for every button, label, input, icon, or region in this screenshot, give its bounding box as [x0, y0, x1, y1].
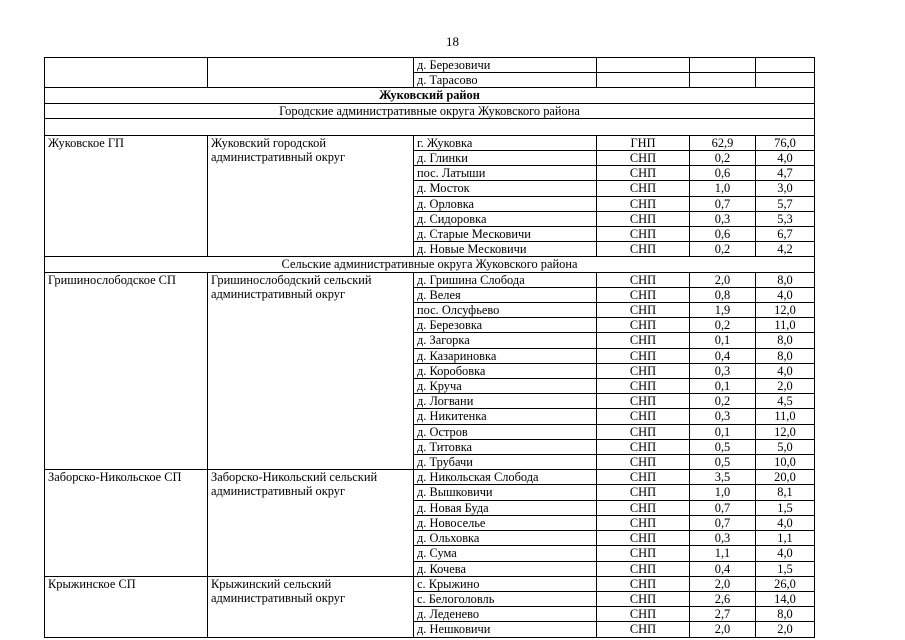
- settlement-name: д. Новые Месковичи: [414, 242, 597, 257]
- value-1: 3,5: [690, 470, 756, 485]
- settlement-name: д. Титовка: [414, 439, 597, 454]
- value-2: 4,0: [756, 363, 815, 378]
- settlement-name: д. Никитенка: [414, 409, 597, 424]
- value-1: 0,3: [690, 211, 756, 226]
- value-1: 0,7: [690, 515, 756, 530]
- settlement-type: СНП: [597, 181, 690, 196]
- value-2: 8,0: [756, 348, 815, 363]
- settlement-name: д. Орловка: [414, 196, 597, 211]
- settlement-name: д. Гришина Слобода: [414, 272, 597, 287]
- settlement-name: д. Круча: [414, 379, 597, 394]
- settlement-type: СНП: [597, 166, 690, 181]
- settlement-name: д. Березовичи: [414, 58, 597, 73]
- settlement-type: СНП: [597, 591, 690, 606]
- value-1: 2,0: [690, 272, 756, 287]
- value-1: 2,7: [690, 607, 756, 622]
- table-row: [45, 470, 815, 485]
- settlement-name: д. Тарасово: [414, 73, 597, 88]
- urban-section-title-row: [45, 103, 815, 118]
- settlement-type: СНП: [597, 227, 690, 242]
- settlement-type: СНП: [597, 287, 690, 302]
- value-2: 11,0: [756, 409, 815, 424]
- municipality-cell: Жуковское ГП: [45, 135, 208, 257]
- settlement-name: пос. Олсуфьево: [414, 303, 597, 318]
- value-1: 0,8: [690, 287, 756, 302]
- value-2: 26,0: [756, 576, 815, 591]
- settlement-name: пос. Латыши: [414, 166, 597, 181]
- value-2: 11,0: [756, 318, 815, 333]
- district-cell: [208, 58, 414, 88]
- settlement-name: д. Мосток: [414, 181, 597, 196]
- value-2: 4,7: [756, 166, 815, 181]
- settlement-type: СНП: [597, 424, 690, 439]
- settlement-name: д. Велея: [414, 287, 597, 302]
- value-1: 0,4: [690, 561, 756, 576]
- value-2: 12,0: [756, 303, 815, 318]
- settlements-table: [44, 57, 815, 638]
- value-2: 8,1: [756, 485, 815, 500]
- settlement-type: СНП: [597, 455, 690, 470]
- value-1: 0,2: [690, 151, 756, 166]
- settlement-type: СНП: [597, 394, 690, 409]
- value-1: 0,2: [690, 318, 756, 333]
- table-row: [45, 135, 815, 150]
- settlement-type: СНП: [597, 470, 690, 485]
- district-title-row: [45, 88, 815, 103]
- settlement-name: д. Логвани: [414, 394, 597, 409]
- settlement-name: д. Коробовка: [414, 363, 597, 378]
- settlement-type: СНП: [597, 242, 690, 257]
- settlement-type: СНП: [597, 333, 690, 348]
- settlement-name: д. Казариновка: [414, 348, 597, 363]
- value-2: 20,0: [756, 470, 815, 485]
- value-2: 3,0: [756, 181, 815, 196]
- settlement-type: СНП: [597, 211, 690, 226]
- value-2: 8,0: [756, 272, 815, 287]
- value-2: 76,0: [756, 135, 815, 150]
- table-row: [45, 58, 815, 73]
- value-1: 2,0: [690, 622, 756, 637]
- value-2: 14,0: [756, 591, 815, 606]
- value-1: 0,5: [690, 455, 756, 470]
- value-2: 4,5: [756, 394, 815, 409]
- settlement-type: СНП: [597, 363, 690, 378]
- settlement-name: д. Новая Буда: [414, 500, 597, 515]
- value-1: 0,5: [690, 439, 756, 454]
- settlement-name: д. Сидоровка: [414, 211, 597, 226]
- settlement-name: д. Старые Месковичи: [414, 227, 597, 242]
- urban-section-title: Городские административные округа Жуковского района: [45, 103, 815, 118]
- value-2: 4,0: [756, 515, 815, 530]
- value-1: 0,3: [690, 409, 756, 424]
- settlement-name: д. Кочева: [414, 561, 597, 576]
- settlement-name: с. Белоголовль: [414, 591, 597, 606]
- settlement-type: ГНП: [597, 135, 690, 150]
- settlement-name: д. Березовка: [414, 318, 597, 333]
- settlement-type: СНП: [597, 379, 690, 394]
- value-1: 1,9: [690, 303, 756, 318]
- settlement-name: д. Нешковичи: [414, 622, 597, 637]
- table-row: [45, 576, 815, 591]
- settlement-type: [597, 73, 690, 88]
- settlement-name: д. Никольская Слобода: [414, 470, 597, 485]
- district-title: Жуковский район: [45, 88, 815, 103]
- settlement-type: СНП: [597, 622, 690, 637]
- district-cell: Гришинослободский сельский административный округ: [208, 272, 414, 470]
- value-2: 5,0: [756, 439, 815, 454]
- settlement-type: [597, 58, 690, 73]
- spacer-cell: [45, 118, 815, 135]
- value-1: 0,3: [690, 531, 756, 546]
- spacer-row: [45, 118, 815, 135]
- district-cell: Крыжинский сельский административный округ: [208, 576, 414, 637]
- settlement-name: с. Крыжино: [414, 576, 597, 591]
- value-2: 10,0: [756, 455, 815, 470]
- settlement-type: СНП: [597, 561, 690, 576]
- municipality-cell: [45, 58, 208, 88]
- settlement-type: СНП: [597, 546, 690, 561]
- rural-section-title: Сельские административные округа Жуковского района: [45, 257, 815, 272]
- value-1: 1,0: [690, 485, 756, 500]
- settlement-name: д. Леденево: [414, 607, 597, 622]
- settlement-name: д. Сума: [414, 546, 597, 561]
- municipality-cell: Гришинослободское СП: [45, 272, 208, 470]
- settlement-name: д. Трубачи: [414, 455, 597, 470]
- value-2: 12,0: [756, 424, 815, 439]
- value-2: 1,1: [756, 531, 815, 546]
- settlement-name: д. Глинки: [414, 151, 597, 166]
- value-2: 8,0: [756, 333, 815, 348]
- value-2: [756, 58, 815, 73]
- settlement-type: СНП: [597, 576, 690, 591]
- value-1: 0,7: [690, 196, 756, 211]
- value-2: 4,0: [756, 546, 815, 561]
- value-2: 2,0: [756, 379, 815, 394]
- value-1: 0,1: [690, 379, 756, 394]
- value-2: 2,0: [756, 622, 815, 637]
- settlement-type: СНП: [597, 272, 690, 287]
- settlement-name: д. Ольховка: [414, 531, 597, 546]
- value-2: 4,0: [756, 151, 815, 166]
- settlement-name: д. Загорка: [414, 333, 597, 348]
- settlement-type: СНП: [597, 439, 690, 454]
- settlement-name: д. Вышковичи: [414, 485, 597, 500]
- value-1: [690, 73, 756, 88]
- settlement-type: СНП: [597, 485, 690, 500]
- value-1: 2,6: [690, 591, 756, 606]
- settlement-type: СНП: [597, 531, 690, 546]
- district-cell: Жуковский городской административный округ: [208, 135, 414, 257]
- value-1: 1,0: [690, 181, 756, 196]
- value-1: 0,7: [690, 500, 756, 515]
- value-2: 4,2: [756, 242, 815, 257]
- page-number: 18: [446, 34, 459, 49]
- value-2: [756, 73, 815, 88]
- table-row: [45, 272, 815, 287]
- settlement-name: д. Остров: [414, 424, 597, 439]
- value-2: 1,5: [756, 561, 815, 576]
- value-1: 0,1: [690, 333, 756, 348]
- value-2: 6,7: [756, 227, 815, 242]
- value-1: [690, 58, 756, 73]
- district-cell: Заборско-Никольский сельский административный округ: [208, 470, 414, 576]
- value-2: 5,7: [756, 196, 815, 211]
- settlement-name: д. Новоселье: [414, 515, 597, 530]
- municipality-cell: Крыжинское СП: [45, 576, 208, 637]
- settlement-type: СНП: [597, 607, 690, 622]
- value-1: 0,2: [690, 394, 756, 409]
- value-1: 2,0: [690, 576, 756, 591]
- value-1: 0,6: [690, 227, 756, 242]
- settlement-type: СНП: [597, 151, 690, 166]
- value-2: 4,0: [756, 287, 815, 302]
- value-1: 0,3: [690, 363, 756, 378]
- rural-section-title-row: [45, 257, 815, 272]
- settlement-type: СНП: [597, 348, 690, 363]
- value-1: 0,6: [690, 166, 756, 181]
- value-2: 5,3: [756, 211, 815, 226]
- value-1: 0,1: [690, 424, 756, 439]
- settlement-type: СНП: [597, 196, 690, 211]
- value-2: 8,0: [756, 607, 815, 622]
- settlement-type: СНП: [597, 409, 690, 424]
- value-1: 0,4: [690, 348, 756, 363]
- value-1: 1,1: [690, 546, 756, 561]
- settlement-name: г. Жуковка: [414, 135, 597, 150]
- settlement-type: СНП: [597, 303, 690, 318]
- settlement-type: СНП: [597, 500, 690, 515]
- municipality-cell: Заборско-Никольское СП: [45, 470, 208, 576]
- settlement-type: СНП: [597, 515, 690, 530]
- settlement-type: СНП: [597, 318, 690, 333]
- value-1: 62,9: [690, 135, 756, 150]
- value-1: 0,2: [690, 242, 756, 257]
- value-2: 1,5: [756, 500, 815, 515]
